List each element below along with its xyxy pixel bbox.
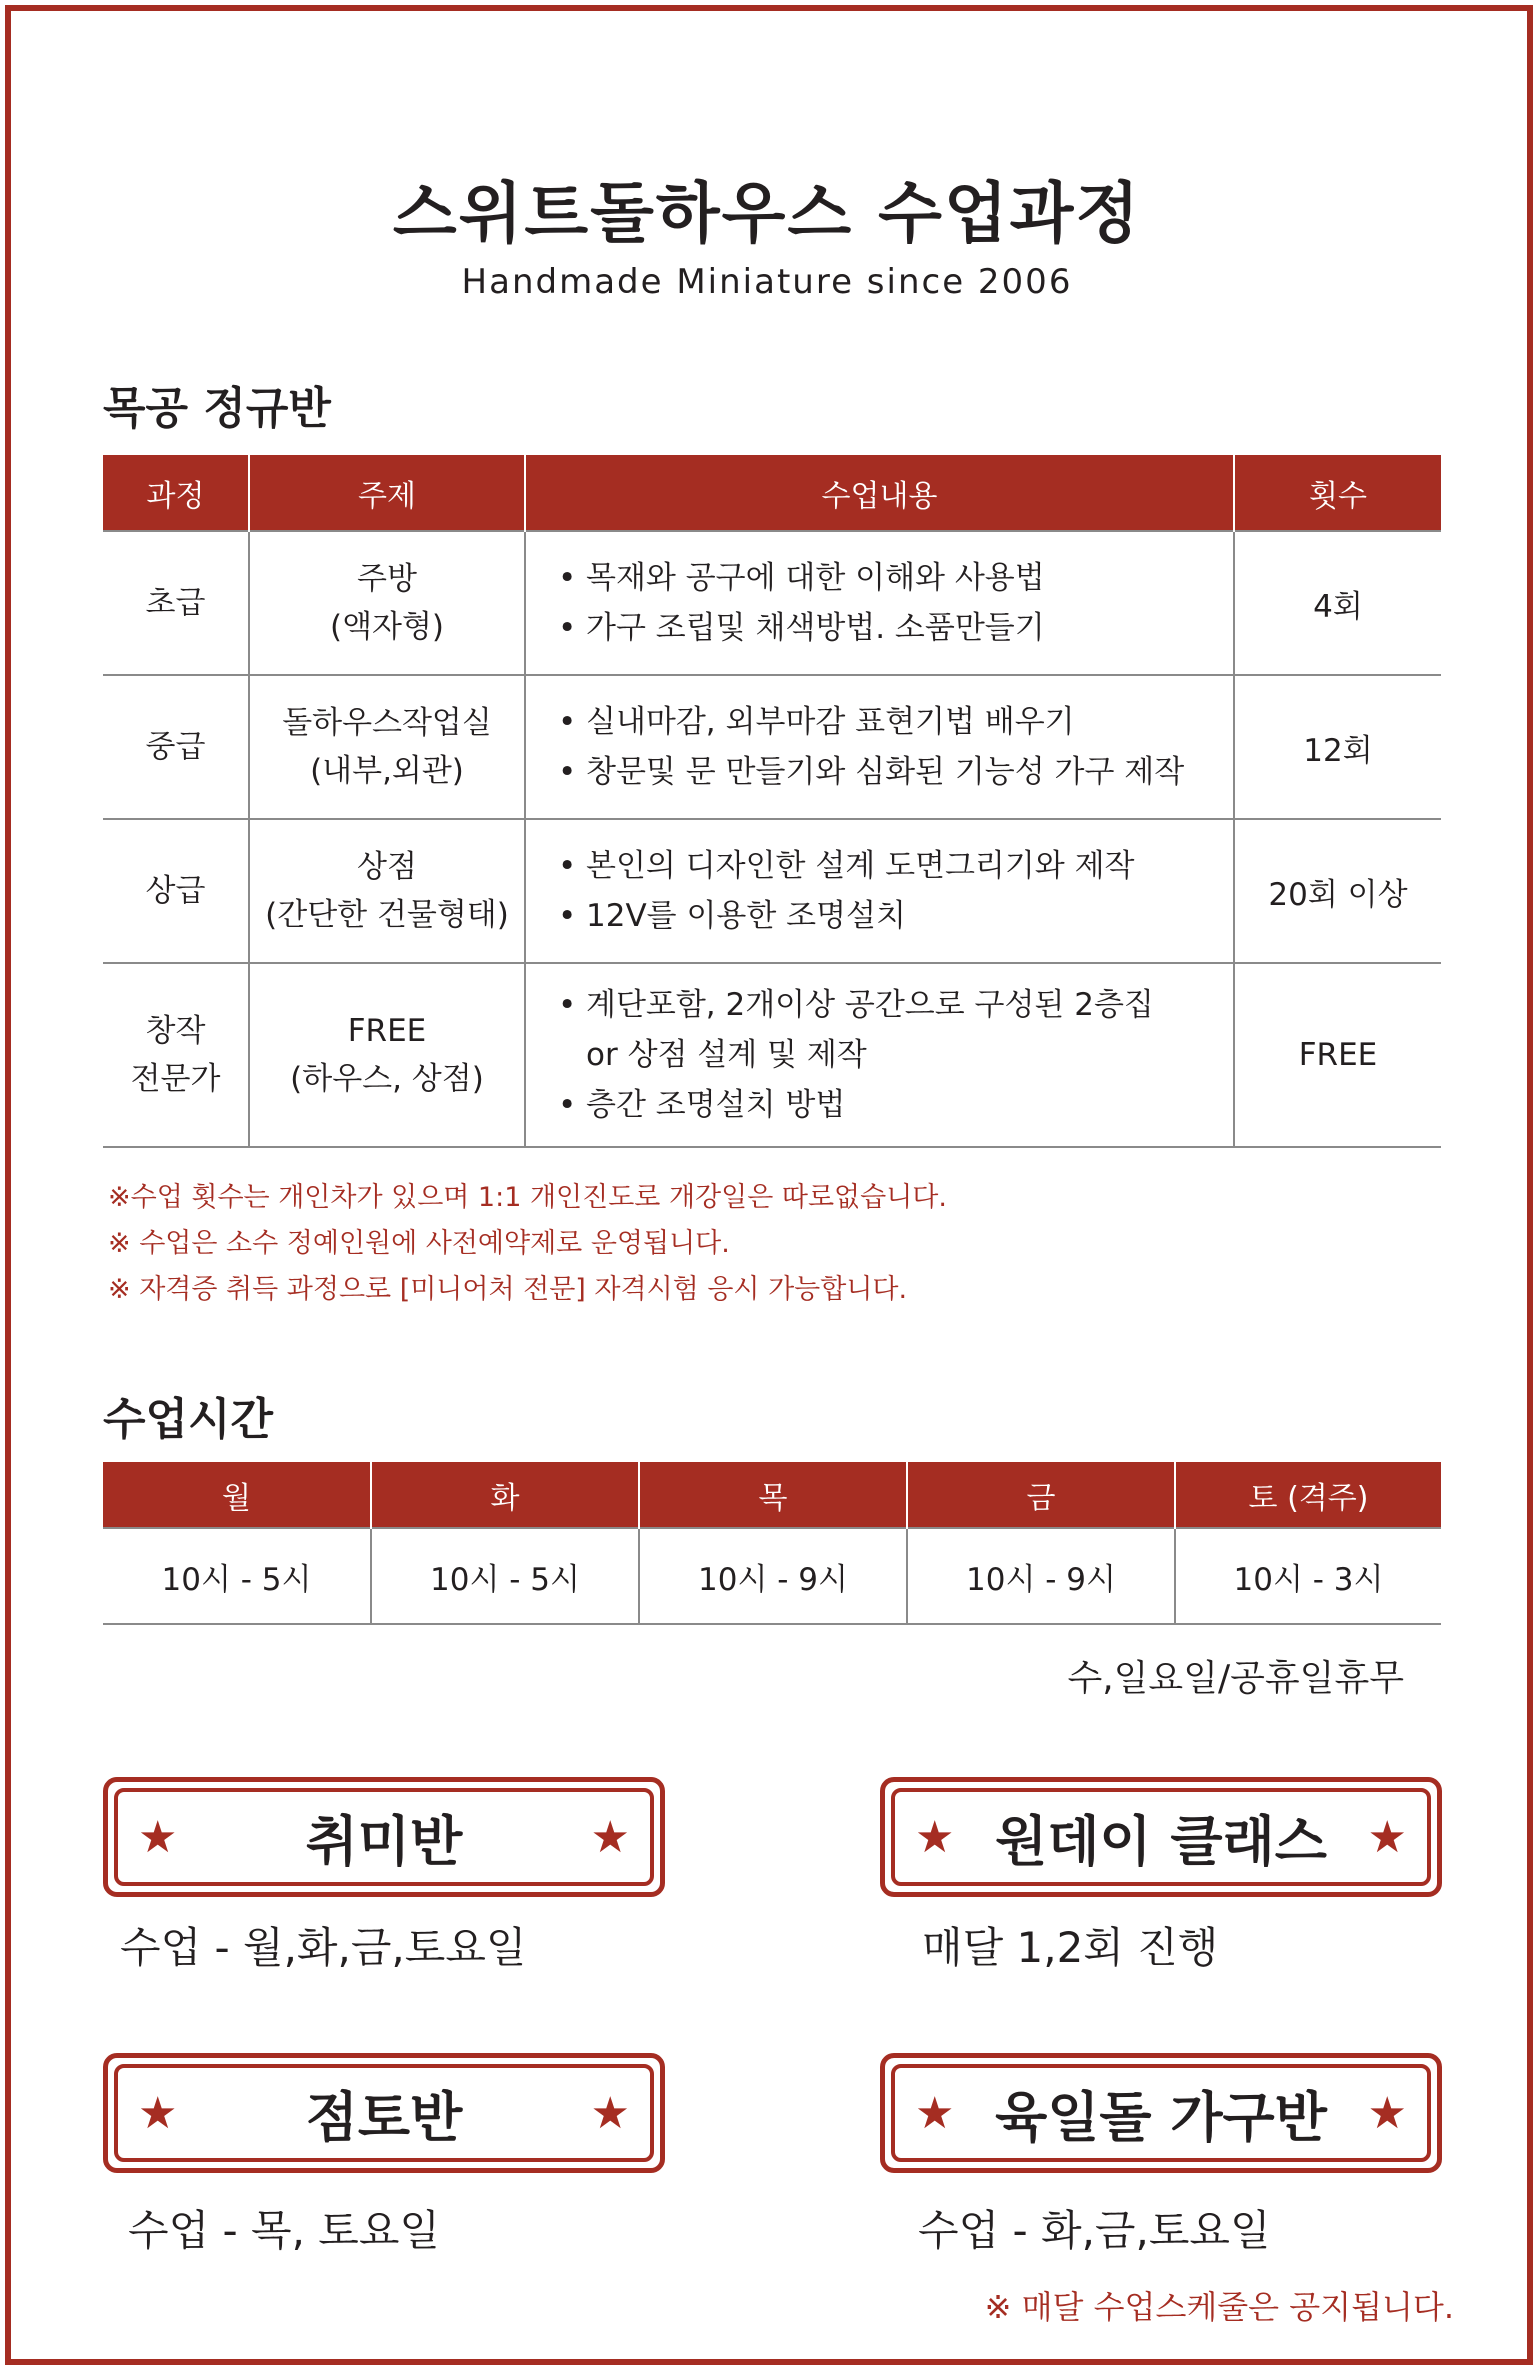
woodwork-header-row [103,455,1441,531]
schedule-section-title: 수업시간 [103,1394,274,1445]
closed-days: 수,일요일/공휴일휴무 [1067,1658,1404,1699]
class-badge-furniture [880,2053,1442,2173]
column-header: 주제 [249,455,525,531]
class-badge-hobby [103,1777,665,1897]
column-header: 과정 [103,455,249,531]
day-header: 화 [371,1462,639,1528]
class-badge-oneday [880,1777,1442,1897]
class-name: 원데이 클래스 [995,1809,1327,1873]
content-cell: • 계단포함, 2개이상 공간으로 구성된 2층집 or 상점 설계 및 제작 • 층간 조명설치 방법 [525,963,1234,1147]
class-description: 수업 - 목, 토요일 [128,2206,440,2255]
table-row [103,675,1441,819]
schedule-times-row [103,1528,1441,1624]
star-icon: ★ [138,1811,178,1863]
topic-cell: 돌하우스작업실 (내부,외관) [249,675,525,819]
time-cell: 10시 - 9시 [907,1528,1175,1624]
star-icon: ★ [915,1811,955,1863]
topic-cell: FREE (하우스, 상점) [249,963,525,1147]
page-title: 스위트돌하우스 수업과정 [392,175,1142,252]
note-line: ※ 자격증 취득 과정으로 [미니어처 전문] 자격시험 응시 가능합니다. [108,1274,908,1305]
star-icon: ★ [590,2087,630,2139]
level-cell: 중급 [103,675,249,819]
class-name: 취미반 [305,1809,463,1873]
star-icon: ★ [1367,2087,1407,2139]
note-line: ※ 수업은 소수 정예인원에 사전예약제로 운영됩니다. [108,1228,730,1259]
note-line: ※수업 횟수는 개인차가 있으며 1:1 개인진도로 개강일은 따로없습니다. [108,1182,947,1213]
day-header: 목 [639,1462,907,1528]
class-name: 점토반 [305,2085,463,2149]
star-icon: ★ [590,1811,630,1863]
topic-cell: 상점 (간단한 건물형태) [249,819,525,963]
star-icon: ★ [915,2087,955,2139]
page-subtitle: Handmade Miniature since 2006 [461,262,1073,302]
content-cell: • 목재와 공구에 대한 이해와 사용법 • 가구 조립및 채색방법. 소품만들기 [525,531,1234,675]
time-cell: 10시 - 5시 [371,1528,639,1624]
column-header: 횟수 [1234,455,1441,531]
time-cell: 10시 - 5시 [103,1528,371,1624]
level-cell: 창작 전문가 [103,963,249,1147]
content-cell: • 본인의 디자인한 설계 도면그리기와 제작 • 12V를 이용한 조명설치 [525,819,1234,963]
time-cell: 10시 - 9시 [639,1528,907,1624]
count-cell: FREE [1234,963,1441,1147]
woodwork-section-title: 목공 정규반 [103,383,331,434]
count-cell: 4회 [1234,531,1441,675]
class-name: 육일돌 가구반 [995,2085,1327,2149]
class-description: 수업 - 월,화,금,토요일 [120,1923,527,1972]
level-cell: 초급 [103,531,249,675]
schedule-header-row [103,1462,1441,1528]
table-row [103,819,1441,963]
class-badge-clay [103,2053,665,2173]
topic-cell: 주방 (액자형) [249,531,525,675]
star-icon: ★ [138,2087,178,2139]
day-header: 토 (격주) [1175,1462,1441,1528]
woodwork-table [103,455,1441,1148]
star-icon: ★ [1367,1811,1407,1863]
schedule-notice: ※ 매달 수업스케줄은 공지됩니다. [984,2288,1454,2326]
level-cell: 상급 [103,819,249,963]
class-description: 매달 1,2회 진행 [922,1923,1219,1972]
column-header: 수업내용 [525,455,1234,531]
table-row [103,963,1441,1147]
count-cell: 12회 [1234,675,1441,819]
schedule-table [103,1462,1441,1625]
count-cell: 20회 이상 [1234,819,1441,963]
day-header: 금 [907,1462,1175,1528]
class-description: 수업 - 화,금,토요일 [918,2206,1271,2255]
table-row [103,531,1441,675]
time-cell: 10시 - 3시 [1175,1528,1441,1624]
woodwork-notes [108,1175,947,1313]
day-header: 월 [103,1462,371,1528]
content-cell: • 실내마감, 외부마감 표현기법 배우기 • 창문및 문 만들기와 심화된 기능성 가구 제작 [525,675,1234,819]
